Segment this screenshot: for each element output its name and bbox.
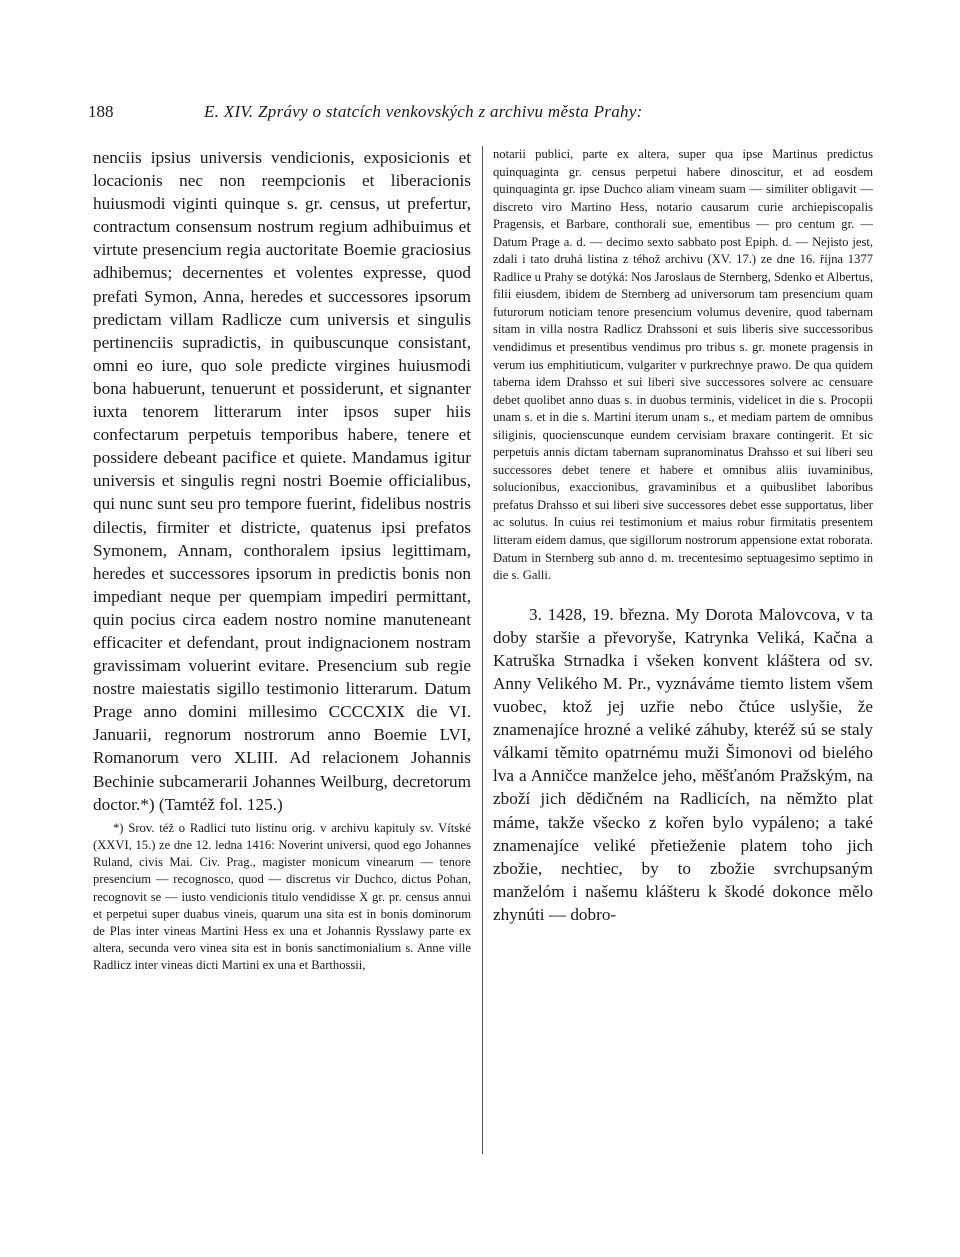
main-text-paragraph: nenciis ipsius universis vendicionis, exposicionis et locacionis nec non reempcionis et liberacionis huiusmodi viginti quinque s. gr. census, ut prefertur, contractum consensum nostrum regium adhibuimus et virtute presencium regia auctoritate Boemie graciosius adhibemus; decernentes et volentes expresse, quod prefati Symon, Anna, heredes et successores ipsorum predictam villam Radlicze cum universis et singulis pertinenciis supradictis, in quibuscunque consistant, omni eo iure, quo sole predicte virgines huiusmodi bona habuerunt, tenuerunt et possiderunt, et signanter iuxta tenorem litterarum inter ipsos super hiis confectarum perpetuis temporibus habere, tenere et possidere debeant pacifice et quiete. Mandamus igitur universis et singulis regni nostri Boemie officialibus, qui nunc sunt seu pro tempore fuerint, fidelibus nostris dilectis, firmiter et districte, quatenus ipsi prefatos Symonem, Annam, conthoralem ipsius legittimam, heredes et successores ipsorum in predictis bonis non impediant neque per quempiam impediri permittant, quin pocius circa eadem nostro nomine manuteneant efficaciter et defendant, prout indignacionem nostram gravissimam voluerint evitare. Presencium sub regie nostre maiestatis sigillo testimonio litterarum. Datum Prage anno domini millesimo CCCCXIX die VI. Januarii, regnorum nostrorum anno Boemie LVI, Romanorum vero XLIII. Ad relacionem Johannis Bechinie subcamerarii Johannes Weilburg, decretorum doctor.*) (Tamtéž fol. 125.) <box>93 148 471 814</box>
footnote-text: *) Srov. též o Radlici tuto listinu orig. v archivu kapituly sv. Vítské (XXVI, 15.) ze dne 12. ledna 1416: Noverint universi, quod ego Johannes Ruland, civis Mai. Civ. Prag., magister monicum vinearum — tenore presencium — recognosco, quod — discretus vir Duchco, dictus Pohan, recognovit se — iusto vendicionis titulo vendidisse X gr. pr. census annui et perpetui super duabus vineis, quarum una sita est in bonis dominorum de Plas inter vineas Martini Hess ex una et Johannis Rysslawy parte ex altera, secunda vero vinea sita est in bonis sanctimonialium s. Anne ville Radlicz inter vineas dicti Martini ex una et Barthossii, <box>93 820 471 973</box>
right-column <box>493 146 873 926</box>
footnote <box>93 820 471 975</box>
section-3 <box>493 603 873 926</box>
main-text <box>93 146 471 816</box>
footnote-continued <box>493 146 873 585</box>
section-3-text: 3. 1428, 19. března. My Dorota Malovcova, v ta doby staršie a převoryše, Katrynka Veliká, Kačna a Katruška Strnadka i všeken konvent kláštera od sv. Anny Velikého M. Pr., vyznáváme tiemto listem všem vuobec, ktož jej uzřie nebo čtúce uslyšie, že znamenajíce hrozné a veliké záhuby, kteréž sú se staly válkami těmito opatrnému muži Šimonovi od bielého lva a Anničce manželce jeho, měšťanóm Pražským, na zboží jich dědičném na Radlicích, na němžto plat máme, takže všecko z kořen bylo vypáleno; a také znamenajíce veliké přetieženie platem toho jich zbožie, nechtiec, by to zbožie svrchupsaným manželóm i našemu klášteru k škodé dokonce mělo zhynúti — dobro- <box>493 604 873 924</box>
running-head: E. XIV. Zprávy o statcích venkovských z archivu města Prahy: <box>204 102 643 121</box>
column-divider <box>482 146 483 1154</box>
left-column <box>93 146 471 975</box>
page-number: 188 <box>88 102 114 121</box>
footnote-continued-text: notarii publici, parte ex altera, super qua ipse Martinus predictus quinquaginta gr. census perpetui habere dinoscitur, et ad eosdem quinquaginta gr. ipse Duchco aliam vineam suam — similiter obligavit — discreto viro Martino Hess, notario causarum curie archiepiscopalis Pragensis, et Barbare, conthorali sue, ementibus — pro centum gr. — Datum Prage a. d. — decimo sexto sabbato post Epiph. d. — Nejisto jest, zdali i tato druhá listina z téhož archivu (XV. 17.) ze dne 16. října 1377 Radlice u Prahy se dotýká: Nos Jaroslaus de Sternberg, Sdenko et Albertus, filii eiusdem, ibidem de Sternberg ad universorum tam presencium quam futurorum noticiam tenore presencium volumus devenire, quod tabernam sitam in villa nostra Radlicz Drahssoni et suis liberis sive successoribus vendidimus et presentibus vendimus pro tribus s. gr. monete pragensis in verum ius emphitiuticum, vulgariter v purkrechnye prawo. De qua quidem taberna idem Drahsso et sui liberi sive successores solvere ac censuare debet quolibet anno duas s. in duobus terminis, videlicet in die s. Procopii unam s. et in die s. Martini iterum unam s., et mediam partem de omnibus siliginis, quocienscunque eundem cervisiam braxare contingerit. Et sic perpetuis annis dictam tabernam supranominatus Drahsso et sui liberi seu successores debet tenere et habere et omnibus aliis iuvaminibus, solucionibus, exaccionibus, gravaminibus et a quibuslibet laboribus prefatus Drahsso et sui liberi sive successores debet esse supportatus, liber ac solutus. In cuius rei testimonium et maius robur firmitatis presentem litteram eidem damus, que sigillorum nostrorum appensione extat roborata. Datum in Sternberg sub anno d. m. trecentesimo septuagesimo septimo in die s. Galli. <box>493 147 873 583</box>
